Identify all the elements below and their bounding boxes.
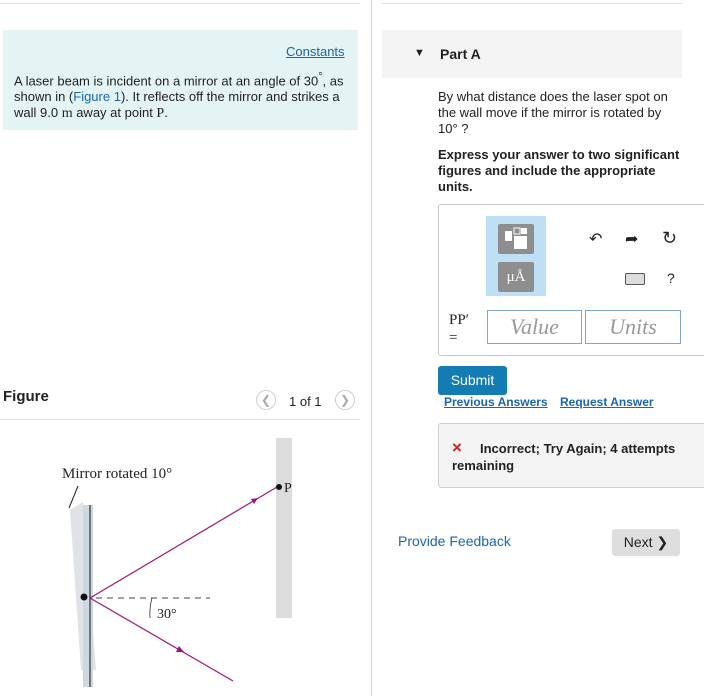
answer-equals: = [449,330,458,346]
unit-m: m [61,106,73,122]
undo-icon[interactable]: ↶ [589,231,603,248]
units-input[interactable]: Units [585,310,681,344]
problem-text-part: away at point [72,105,157,121]
angle-arc [150,598,152,618]
mirror-figure [0,430,360,696]
angle-label: 30° [157,607,177,622]
caption-pointer [69,486,78,508]
answer-label [449,311,469,347]
next-label: Next [623,534,653,550]
wall [276,438,292,618]
units-symbol-button[interactable]: μÅ [498,262,534,292]
provide-feedback-link[interactable]: Provide Feedback [398,533,511,549]
collapse-triangle-icon[interactable]: ▼ [414,47,425,59]
request-answer-link[interactable]: Request Answer [560,395,654,409]
problem-text [14,69,349,122]
figure-link[interactable]: Figure 1 [73,89,121,105]
top-border-left [0,3,360,4]
top-border-right [382,3,682,4]
part-a-header[interactable] [382,30,682,78]
help-icon[interactable]: ? [667,270,675,286]
chevron-left-icon[interactable]: ❮ [256,390,276,410]
part-title[interactable]: Part A [440,46,481,62]
point-p: P [156,106,165,122]
panel-divider [371,0,372,696]
figure-caption: Mirror rotated 10° [62,466,173,482]
figure-title: Figure [3,388,49,405]
answer-variable: PP′ [449,312,469,328]
submit-button[interactable]: Submit [438,366,507,395]
templates-button[interactable] [498,224,534,254]
math-toolbar [486,216,546,296]
problem-text-part: ). It reflects off the mirror and strikes a wall 9.0 [14,89,340,121]
reflected-arrow [251,498,258,504]
problem-text-part: . [164,105,168,121]
chevron-right-icon[interactable]: ❯ [335,390,355,410]
error-icon: × [452,438,462,457]
problem-text-part: , as shown in ( [14,73,344,105]
point-p-label: P [284,481,292,496]
constants-link[interactable]: Constants [286,44,345,59]
point-p-marker [276,484,282,490]
chevron-right-icon: ❯ [656,534,669,550]
question-text: By what distance does the laser spot on the wall move if the mirror is rotated by 10° ? [438,89,668,136]
templates-icon [498,224,534,254]
degree-symbol: ° [318,71,323,83]
next-button[interactable] [612,529,680,556]
keyboard-icon[interactable] [625,273,645,285]
feedback-text: Incorrect; Try Again; 4 attempts remaining [452,441,676,473]
instructions-text: Express your answer to two significant figures and include the appropriate units. [438,147,680,194]
figure-divider [0,419,360,420]
problem-text-part: A laser beam is incident on a mirror at an angle of 30 [14,73,319,89]
value-input[interactable]: Value [487,310,582,344]
reset-icon[interactable]: ↻ [662,228,678,248]
incidence-point [81,594,88,601]
redo-icon[interactable]: ➦ [625,231,639,248]
figure-pager: 1 of 1 [289,394,322,409]
reflected-beam [90,487,277,598]
previous-answers-link[interactable]: Previous Answers [444,395,548,409]
